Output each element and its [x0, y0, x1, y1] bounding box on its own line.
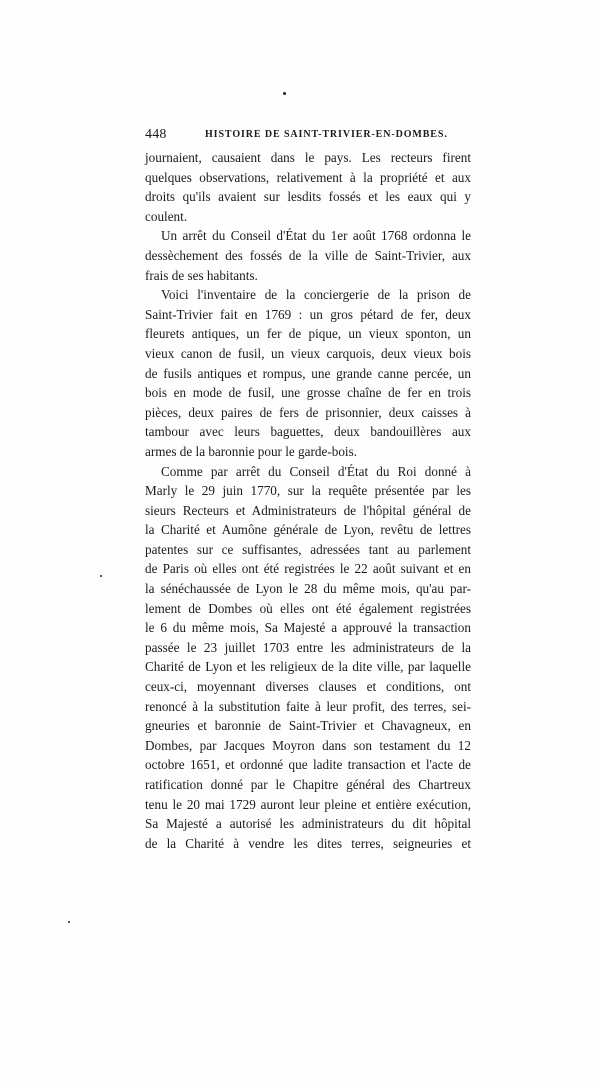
text-line: tambour avec leurs baguettes, deux bandouillères aux — [145, 424, 471, 440]
text-line: octobre 1651, et ordonné que ladite transaction et l'acte de — [145, 757, 471, 773]
text-line: passée le 23 juillet 1703 entre les administrateurs de la — [145, 639, 471, 655]
text-line: frais de ses habitants. — [145, 267, 258, 283]
text-line: la sénéchaussée de Lyon le 28 du même mois, qu'au par- — [145, 581, 471, 597]
text-line: Un arrêt du Conseil d'État du 1er août 1768 ordonna le — [161, 228, 471, 244]
text-line: le 6 du même mois, Sa Majesté a approuvé la transaction — [145, 620, 471, 636]
text-line: de la Charité à vendre les dites terres, seigneuries et — [145, 835, 471, 851]
text-line: quelques observations, relativement à la propriété et aux — [145, 169, 471, 185]
text-line: bois en mode de fusil, une grosse chaîne de fer en trois — [145, 385, 471, 401]
text-line: Charité de Lyon et les religieux de la dite ville, par laquelle — [145, 659, 471, 675]
page-header — [145, 127, 448, 143]
text-line: pièces, deux paires de fers de prisonnier, deux caisses à — [145, 404, 471, 420]
text-line: Sa Majesté a autorisé les administrateurs du dit hôpital — [145, 816, 471, 832]
text-line: vieux canon de fusil, un vieux carquois, deux vieux bois — [145, 345, 471, 361]
text-line: renoncé à la substitution faite à leur profit, des terres, sei- — [145, 698, 471, 714]
text-line: de fusils antiques et rompus, une grande canne percée, un — [145, 365, 471, 381]
text-line: fleurets antiques, un fer de pique, un vieux sponton, un — [145, 326, 471, 342]
text-line: la Charité et Aumône générale de Lyon, revêtu de lettres — [145, 522, 471, 538]
running-title: HISTOIRE DE SAINT-TRIVIER-EN-DOMBES. — [205, 129, 448, 140]
text-line: dessèchement des fossés de la ville de Saint-Trivier, aux — [145, 247, 471, 263]
text-line: sieurs Recteurs et Administrateurs de l'hôpital général de — [145, 502, 471, 518]
text-line: Saint-Trivier fait en 1769 : un gros pétard de fer, deux — [145, 306, 471, 322]
ink-speck — [68, 921, 70, 923]
text-line: ratification donné par le Chapitre général des Chartreux — [145, 777, 471, 792]
text-line: tenu le 20 mai 1729 auront leur pleine et entière exécution, — [145, 796, 471, 812]
text-line: de Paris où elles ont été registrées le 22 août suivant et en — [145, 561, 471, 577]
text-line: Voici l'inventaire de la conciergerie de la prison de — [161, 287, 471, 303]
text-line: ceux-ci, moyennant diverses clauses et conditions, ont — [145, 679, 471, 695]
ink-speck — [283, 92, 286, 95]
text-line: armes de la baronnie pour le garde-bois. — [145, 443, 358, 459]
text-line: Marly le 29 juin 1770, sur la requête présentée par les — [145, 483, 471, 499]
text-line: Comme par arrêt du Conseil d'État du Roi donné à — [161, 463, 471, 479]
text-line: coulent. — [145, 208, 188, 224]
text-line: droits qu'ils avaient sur lesdits fossés et les eaux qui y — [145, 189, 471, 205]
body-text — [145, 148, 471, 853]
text-line: gneuries et baronnie de Saint-Trivier et Chavagneux, en — [145, 718, 471, 734]
text-line: Dombes, par Jacques Moyron dans son testament du 12 — [145, 737, 471, 753]
text-line: journaient, causaient dans le pays. Les recteurs firent — [145, 150, 471, 165]
ink-speck — [100, 575, 102, 577]
page-number: 448 — [145, 127, 167, 142]
text-line: patentes sur ce suffisantes, adressées tant au parlement — [145, 541, 471, 557]
text-line: lement de Dombes où elles ont été également registrées — [145, 600, 471, 616]
